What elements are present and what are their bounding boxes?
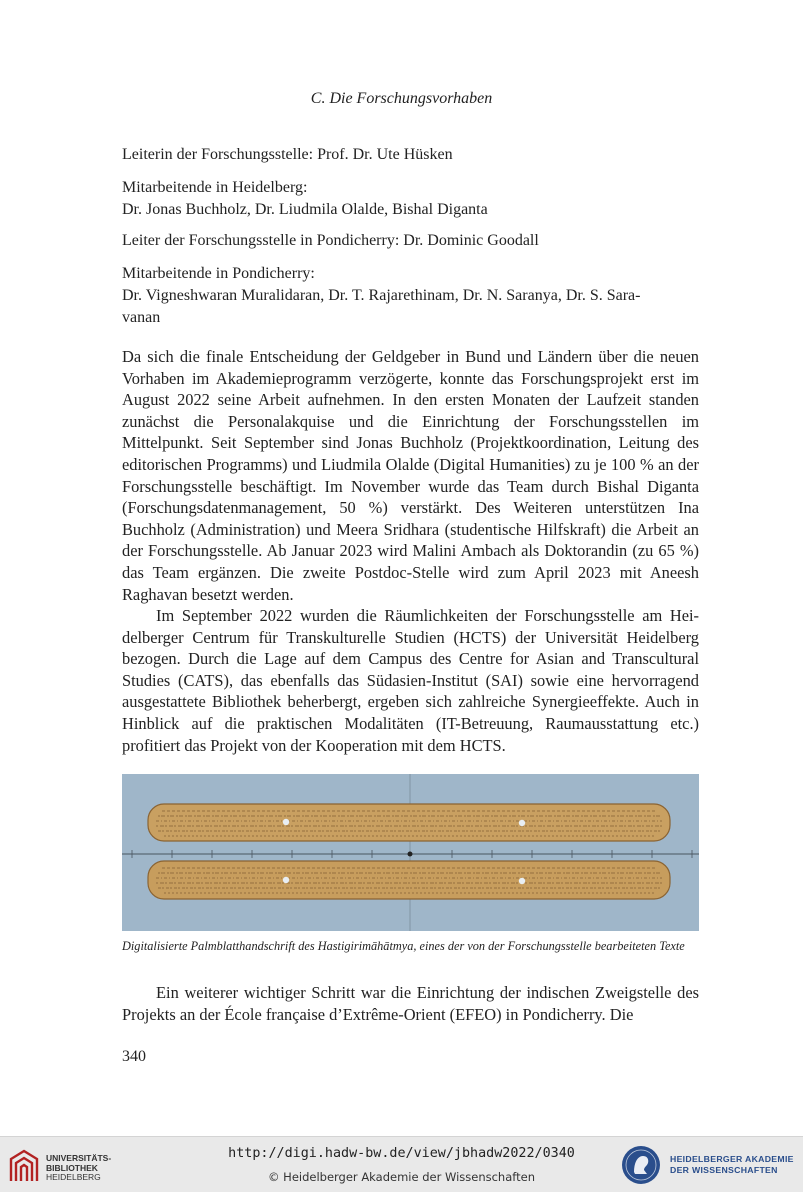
- permalink-url[interactable]: http://digi.hadw-bw.de/view/jbhadw2022/0340: [228, 1146, 575, 1161]
- leaf-upper-hole-left: [283, 819, 289, 825]
- academy-name: [670, 1154, 794, 1176]
- academy-seal-icon: [620, 1144, 662, 1186]
- library-name-line: UNIVERSITÄTS-: [46, 1153, 112, 1163]
- academy-name-line: DER WISSENSCHAFTEN: [670, 1165, 778, 1175]
- footer-bar: [0, 1136, 803, 1192]
- palm-leaf-upper: [148, 804, 670, 841]
- body-paragraph-1: [122, 346, 699, 605]
- figure-caption: Digitalisierte Palmblatthandschrift des Hastigirimāhātmya, eines der von der Forschungsstelle bearbeiteten Texte: [122, 939, 685, 953]
- palm-leaf-manuscript-image: [122, 774, 699, 931]
- paragraph-text: Da sich die finale Entscheidung der Geldgeber in Bund und Ländern über die neuen Vorhaben im Akademieprogramm verzögerte, konnte das Forschungsprojekt erst im August 2022 seine Arbeit aufnehmen. In den ersten Monaten der Laufzeit standen zunächst die Personalakquise und die Einrichtung der Forschungsstellen im Mittelpunkt. Seit September sind Jonas Buchholz (Projektkoordination, Leitung des editorischen Programms) und Liudmila Olalde (Digital Humanities) zu je 100 % an der Forschungsstelle beschäftigt. Im November wurde das Team durch Bishal Diganta (Forschungsdatenmanagement, 50 %) verstärkt. Des Weiteren unterstützen Ina Buchholz (Administration) und Meera Sridhara (studentische Hilfskraft) die Arbeit an der Forschungsstelle. Ab Januar 2023 wird Malini Ambach als Doktorandin (zu 65 %) das Team ergänzen. Die zweite Postdoc-Stelle wird zum April 2023 mit Aneesh Raghavan besetzt werden.: [122, 347, 699, 604]
- page-number: 340: [122, 1048, 146, 1065]
- staff-members-heidelberg: [122, 177, 702, 221]
- leaf-upper-hole-right: [519, 820, 525, 826]
- leaf-lower-hole-left: [283, 877, 289, 883]
- staff-names: Dr. Jonas Buchholz, Dr. Liudmila Olalde, Bishal Diganta: [122, 201, 488, 218]
- ruler-center-dot: [408, 852, 413, 857]
- body-paragraph-3: [122, 982, 699, 1025]
- body-paragraph-2: [122, 605, 699, 756]
- staff-leader-heidelberg: [122, 144, 702, 166]
- academy-logo[interactable]: [620, 1143, 800, 1187]
- staff-leader-pondicherry: [122, 230, 702, 252]
- staff-members-pondicherry: [122, 263, 702, 329]
- staff-names: Dr. Vigneshwaran Muralidaran, Dr. T. Rajarethinam, Dr. N. Saranya, Dr. S. Sara-: [122, 287, 641, 304]
- academy-name-line: HEIDELBERGER AKADEMIE: [670, 1154, 794, 1164]
- leaf-lower-hole-right: [519, 878, 525, 884]
- copyright-notice: © Heidelberger Akademie der Wissenschaften: [268, 1170, 535, 1184]
- staff-names: vanan: [122, 309, 161, 326]
- running-head: C. Die Forschungsvorhaben: [310, 90, 493, 107]
- staff-label: Mitarbeitende in Pondicherry:: [122, 265, 315, 282]
- staff-line: Leiterin der Forschungsstelle: Prof. Dr. Ute Hüsken: [122, 146, 453, 163]
- staff-label: Mitarbeitende in Heidelberg:: [122, 179, 308, 196]
- paragraph-text: Im September 2022 wurden die Räumlichkeiten der Forschungsstelle am Heidelberger Centrum für Transkulturelle Studien (HCTS) der Universität Heidelberg bezogen. Durch die Lage auf dem Campus des Centre for Asian and Transcultural Studies (CATS), das ebenfalls das Südasien-Institut (SAI) sowie eine hervorragend ausgestattete Bibliothek beherbergt, ergeben sich zahlreiche Synergieeffekte. Auch in Hinblick auf die praktischen Modalitäten (IT-Betreuung, Raumausstattung etc.) profitiert das Projekt von der Kooperation mit dem HCTS.: [122, 606, 699, 755]
- paragraph-text: Ein weiterer wichtiger Schritt war die Einrichtung der indischen Zweigstelle des Projekts an der École française d’Extrême-Orient (EFEO) in Pondicherry. Die: [122, 983, 699, 1024]
- manuscript-illustration: [122, 774, 699, 931]
- library-city: HEIDELBERG: [46, 1172, 101, 1182]
- library-name-line: BIBLIOTHEK: [46, 1162, 98, 1173]
- staff-line: Leiter der Forschungsstelle in Pondicherry: Dr. Dominic Goodall: [122, 232, 539, 249]
